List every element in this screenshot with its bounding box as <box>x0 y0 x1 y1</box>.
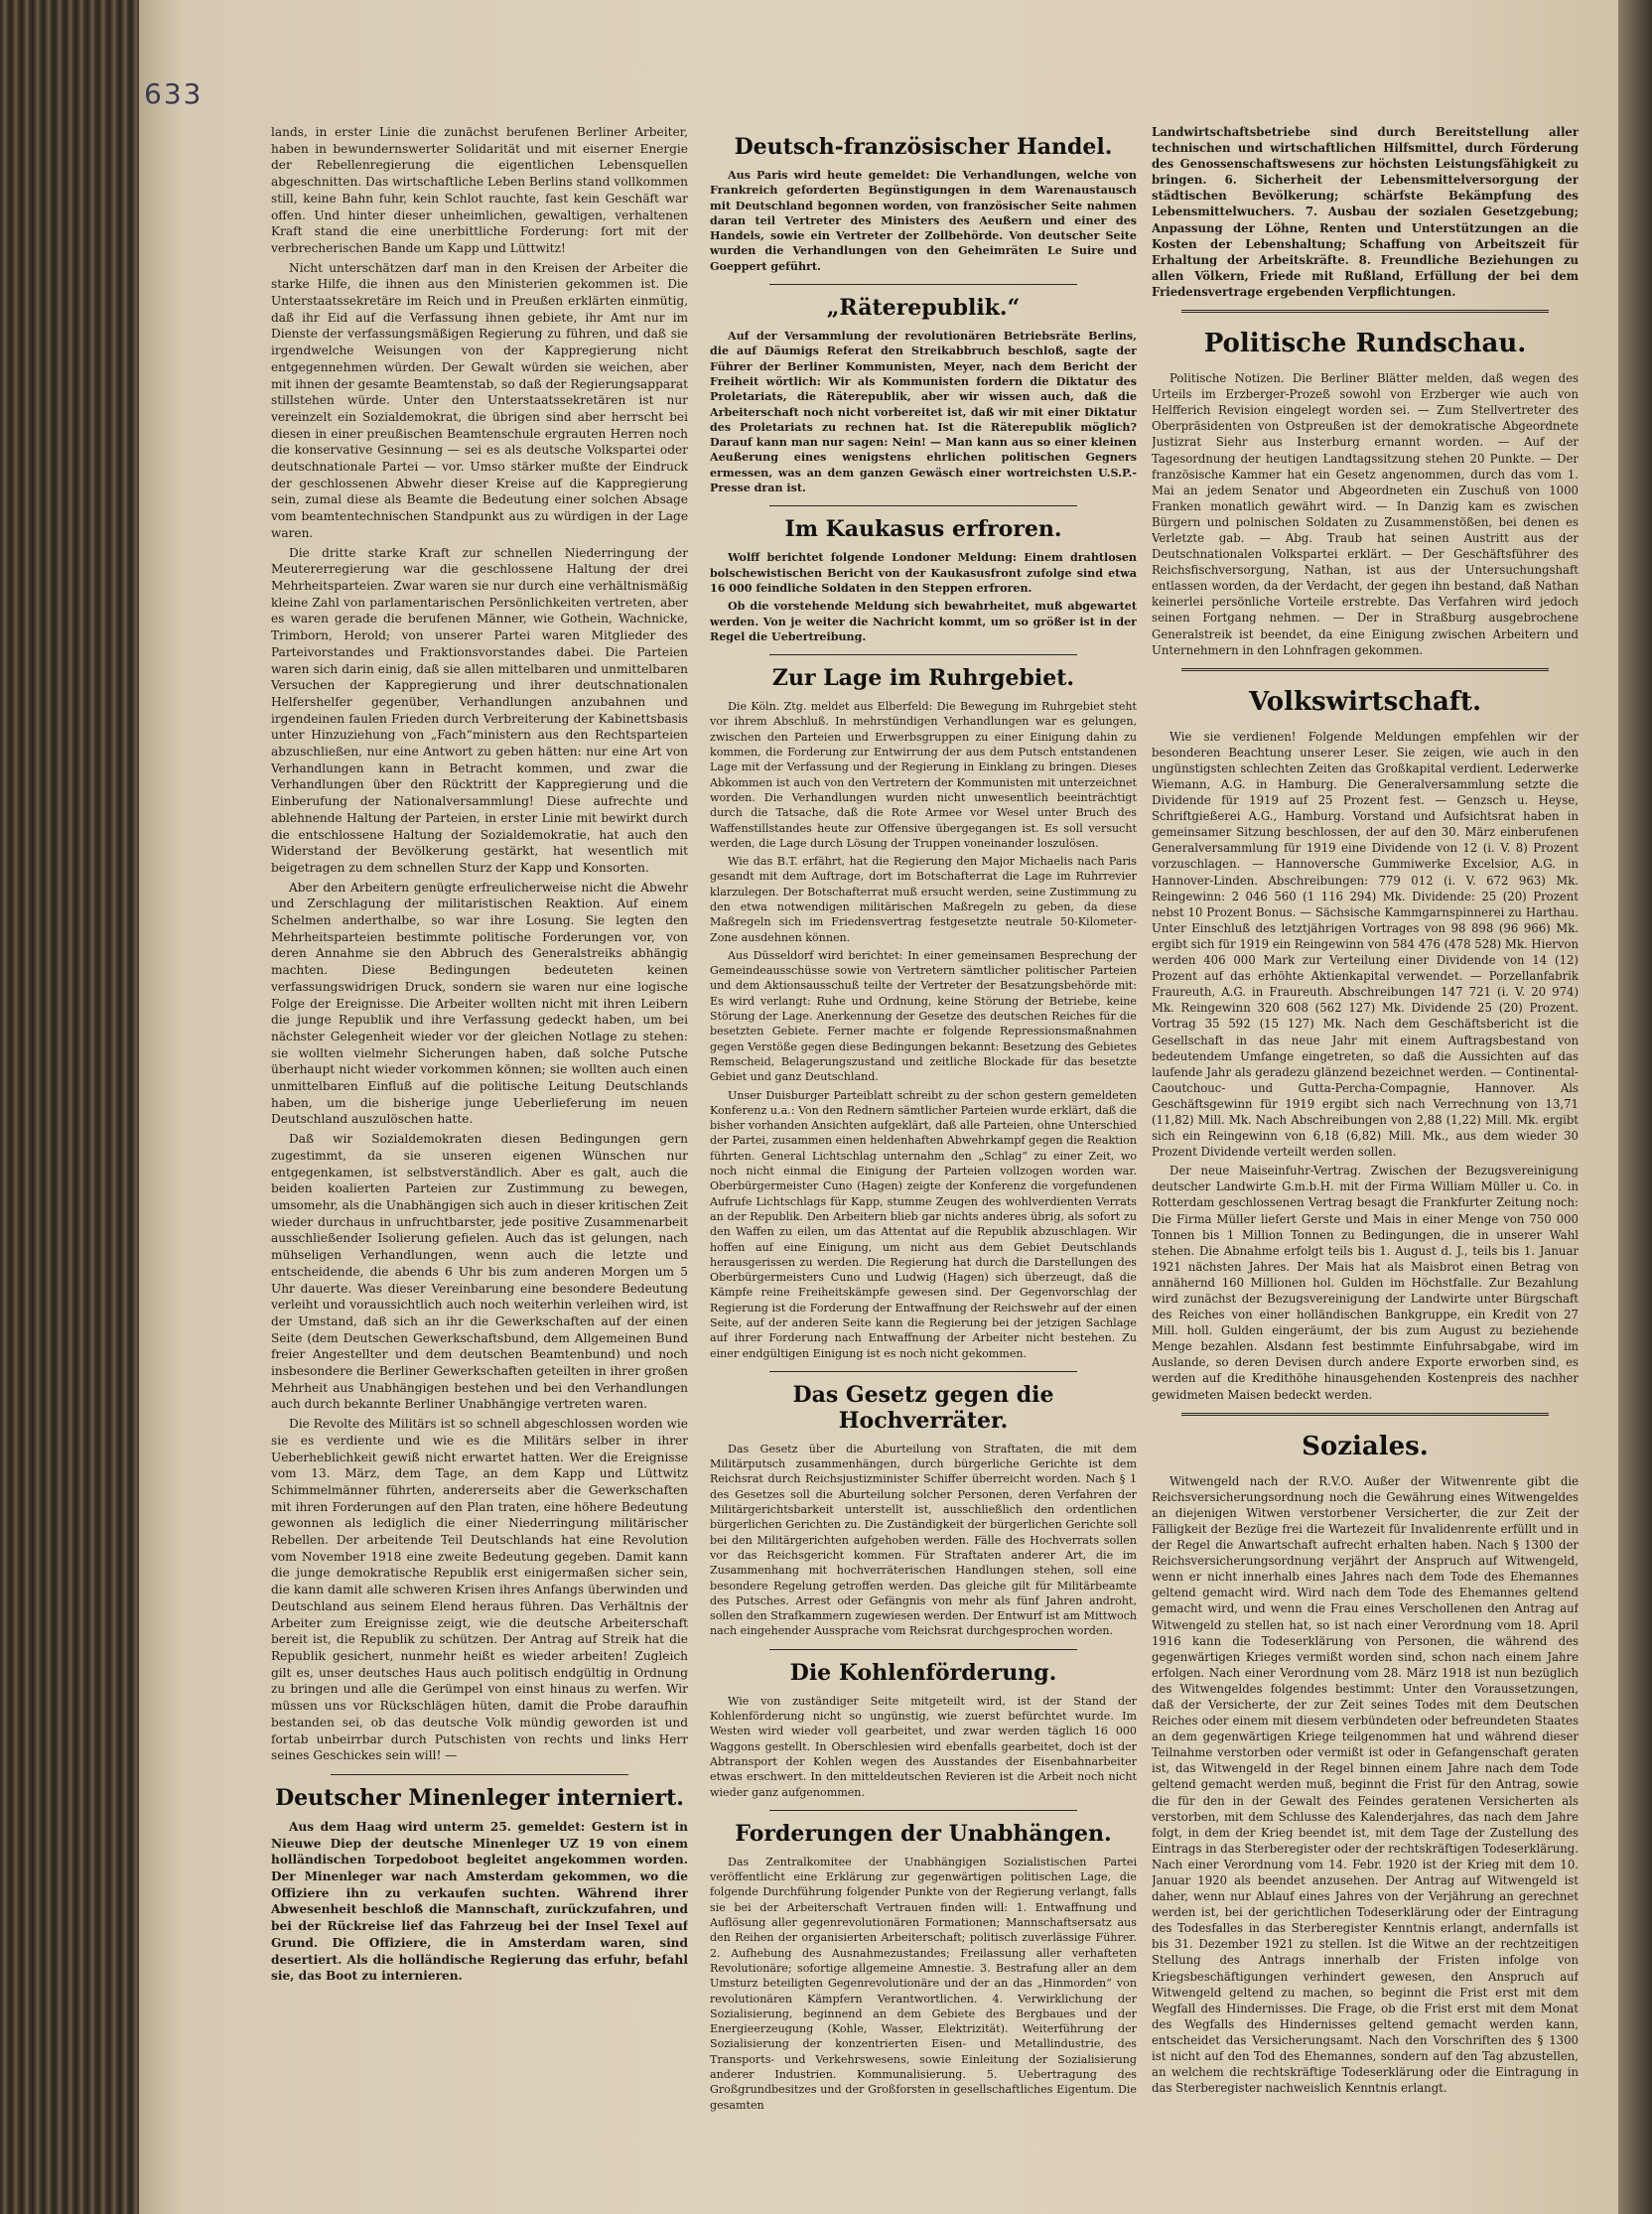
page-number: 633 <box>144 77 204 110</box>
article-paragraph: Nicht unterschätzen darf man in den Kreisen der Arbeiter die starke Hilfe, die ihnen aus den Ministerien gekommen ist. Die Unterstaatssekretäre im Reich und in Preußen erklärten einmütig, daß ihr Eid auf die Verfassung ihnen gebiete, ihr Amt nur im Dienste der verfassungsmäßigen Regierung zu führen, und daß sie irgendwelche Weisungen von der Kappregierung nicht entgegennehmen würden. Der Gewalt würden sie weichen, aber mit ihnen der gesamte Beamtenstab, so daß der Regierungsapparat stillstehen würde. Unter den Unterstaatssekretären ist nur vereinzelt ein Sozialdemokrat, die übrigen sind aber herrscht bei diesen in einer preußischen Beamtenschule ergrauten Herren noch die konservative Gesinnung — sei es als deutsche Volkspartei oder deutschnationale Partei — vor. Umso stärker mußte der Eindruck der geschlossenen Abwehr dieser Kreise auf die Kappregierung sein, zumal diese als Beamte die Bedeutung einer solchen Absage vom beamtentechnischen Standpunkt aus zu würdigen in der Lage waren. <box>271 260 688 540</box>
section-divider <box>769 1649 1077 1650</box>
section-divider <box>1181 310 1549 313</box>
headline-unabhaengige: Forderungen der Unabhängen. <box>735 1820 1112 1847</box>
headline-ruhrgebiet: Zur Lage im Ruhrgebiet. <box>771 665 1075 692</box>
column-middle <box>710 124 1137 2149</box>
section-divider <box>769 654 1077 655</box>
article-paragraph: lands, in erster Linie die zunächst berufenen Berliner Arbeiter, haben in bewundernswerter Solidarität und mit eiserner Energie der Rebellenregierung die eigentlichen Lebensquellen abgeschnitten. Das wirtschaftliche Leben Berlins stand vollkommen still, keine Bahn fuhr, kein Schlot rauchte, fast kein Geschäft war offen. Und hinter dieser unheimlichen, gewaltigen, verhaltenen Kraft stand die eine unerbittliche Forderung: fort mit der verbrecherischen Bande um Kapp und Lüttwitz! <box>271 125 688 255</box>
headline-hochverraeter: Das Gesetz gegen die Hochverräter. <box>792 1381 1054 1434</box>
section-divider <box>1181 668 1549 671</box>
article-paragraph: Die Köln. Ztg. meldet aus Elberfeld: Die Bewegung im Ruhrgebiet steht vor ihrem Abschluß. In mehrstündigen Verhandlungen war es gelungen, zwischen den Parteien und Erwerbsgruppen zu einer Einigung dahin zu kommen, die Forderung zur Entwirrung der aus dem Putsch entstandenen Lage mit der Verfassung und der Regierung in Einklang zu bringen. Dieses Abkommen ist auch von den Vertretern der Kommunisten mit unterzeichnet worden. Die Verhandlungen wurden nicht unwesentlich beeinträchtigt durch die Tatsache, daß die Rote Armee vor Wesel unter Bruch des Waffenstillstandes heute zur Offensive übergegangen ist. Es soll versucht werden, die Lage durch Lösung der Truppen voneinander loszulösen. <box>710 700 1137 850</box>
section-divider <box>1181 1413 1549 1416</box>
article-paragraph: Unser Duisburger Parteiblatt schreibt zu der schon gestern gemeldeten Konferenz u.a.: Von den Rednern sämtlicher Parteien wurde erklärt, daß die bisher vorhanden Ansichten aufgeklärt, daß alle Parteien, ohne Unterschied der Partei, zusammen einen heldenhaften Abwehrkampf gegen die Reaktion führten. General Lichtschlag unternahm den „Schlag“ zu einer Zeit, wo noch nicht einmal die Einigung der Parteien vollzogen worden war. Oberbürgermeister Cuno (Hagen) zeigte der Konferenz die vorgefundenen Aufrufe Lichtschlags für Kapp, stumme Zeugen des wohlverdienten Verrats an der Republik. Den Arbeitern blieb gar nichts anderes übrig, als sofort zu den Waffen zu eilen, um das Attentat auf die Republik abzuschlagen. Wir hoffen auf eine Einigung, um nicht aus dem Gebiet Deutschlands herausgerissen zu werden. Die Regierung hat durch die Darstellungen des Oberbürgermeisters Cuno und Ludwig (Hagen) sich überzeugt, daß die Kämpfe reine Freiheitskämpfe gewesen sind. Der Gegenvorschlag der Regierung ist die Forderung der Entwaffnung der Reichswehr auf der einen Seite, auf der anderen Seite kann die Regierung bei der jetzigen Sachlage auf ihrer Forderung nach Entwaffnung der Arbeiter nicht bestehen. Zu einer endgültigen Einigung ist es noch nicht gekommen. <box>710 1088 1137 1360</box>
article-paragraph: Politische Notizen. Die Berliner Blätter melden, daß wegen des Urteils im Erzberger-Prozeß sowohl von Erzberger wie auch von Helfferich Revision eingelegt worden sei. — Zum Stellvertreter des Oberpräsidenten von Ostpreußen ist der demokratische Abgeordnete Justizrat Siehr aus Insterburg ernannt worden. — Auf der Tagesordnung der heutigen Landtagssitzung stehen 20 Punkte. — Der französische Kammer hat ein Gesetz angenommen, durch das vom 1. Mai an jedem Senator und Abgeordneten ein Zuschuß von 1000 Franken monatlich gewährt wird. — In Danzig kam es zwischen Bürgern und polnischen Soldaten zu Zusammenstößen, bei denen es Verletzte gab. — Abg. Traub hat seinen Austritt aus der Deutschnationalen Volkspartei erklärt. — Der Geschäftsführer des Reichsfischversorgung, Nathan, ist aus der Untersuchungshaft entlassen worden, da der Verdacht, der gegen ihn bestand, daß Nathan keinerlei persönliche Vorteile erstrebte. Das Verfahren wird jedoch seinen Fortgang nehmen. — Der in Straßburg ausgebrochene Generalstreik ist beendet, da eine Einigung zwischen Arbeitern und Unternehmern in den Lohnfragen gekommen. <box>1152 371 1579 657</box>
article-paragraph: Auf der Versammlung der revolutionären Betriebsräte Berlins, die auf Däumigs Referat den Streikabbruch beschloß, sagte der Führer der Berliner Kommunisten, Meyer, nach dem Bericht der Freiheit wörtlich: Wir als Kommunisten fordern die Diktatur des Proletariats, die Räterepublik, aber wir wissen auch, daß die Arbeiterschaft noch nicht vorbereitet ist, daß wir mit einer Diktatur des Proletariats zu rechnen hat. Ist die Räterepublik möglich? Darauf kann man nur sagen: Nein! — Man kann aus so einer kleinen Aeußerung eines wenigstens ehrlichen politischen Gegners ermessen, was an dem ganzen Gewäsch einer wortreichsten U.S.P.-Presse dran ist. <box>710 330 1137 495</box>
section-divider <box>769 1810 1077 1811</box>
article-paragraph: Die Revolte des Militärs ist so schnell abgeschlossen worden wie sie es verdiente und wie es die Militärs selber in ihrer Ueberheblichkeit gewiß nicht erwartet hatten. Wer die Ereignisse vom 13. März, dem Tage, an dem Kapp und Lüttwitz Schimmelmänner führten, andererseits aber die Gewerkschaften mit ihren Forderungen auf den Plan traten, eine höhere Bedeutung gewonnen als lediglich die einer Niederringung militärischer Rebellen. Der arbeitende Teil Deutschlands hat eine Revolution vom November 1918 eine zweite Bedeutung gegeben. Damit kann die junge demokratische Republik erst einigermaßen sicher sein, die kann damit alle schweren Krisen ihres Anfangs überwinden und Deutschland aus seinem Elend heraus führen. Das Verhältnis der Arbeiter zum Ereignisse zeigt, wie die deutsche Arbeiterschaft bereit ist, die Republik zu schützen. Der Antrag auf Streik hat die Republik gesichert, nunmehr heißt es wieder arbeiten! Zugleich gilt es, unser deutsches Haus auch politisch endgültig in Ordnung zu bringen und alle die Gerümpel von einst hinaus zu werfen. Wir müssen uns vor Rückschlägen hüten, damit die Probe daraufhin bestanden sei, ob das deutsche Volk mündig geworden ist und fortab unbeirrbar durch Putschisten von rechts und links Herr seines Geschickes sein will! — <box>271 1417 688 1763</box>
section-divider <box>331 1774 628 1775</box>
headline-raeterepublik: „Räterepublik.“ <box>826 295 1021 322</box>
article-paragraph: Der neue Maiseinfuhr-Vertrag. Zwischen der Bezugsvereinigung deutscher Landwirte G.m.b.H. mit der Firma William Müller u. Co. in Rotterdam geschlossenen Vertrag besagt die Frankfurter Zeitung noch: Die Firma Müller liefert Gerste und Mais in einer Menge von 750 000 Tonnen bis 1 Million Tonnen zu Bedingungen, die in unserer Wahl stehen. Die Abnahme erfolgt teils bis 1. August d. J., teils bis 1. Januar 1921 nächsten Jahres. Der Mais hat als Maisbrot einen Betrag von annähernd 160 Millionen hol. Gulden im Höchstfalle. Zur Bezahlung wird zunächst der Bezugsvereinigung der Landwirte unter Bürgschaft des Reiches von einer holländischen Bankgruppe, ein Kredit von 27 Mill. holl. Gulden eingeräumt, der bis zum August zu beziehende Menge bezahlen. Alsdann fest bestimmte Einfuhrsabgabe, wird im Auslande, so deren Devisen durch andere Exporte erworben sind, es werden auf die Kredithöhe hinausgehenden Kostenpreis des nachher gewidmeten Maisen bedeckt werden. <box>1152 1164 1579 1402</box>
article-paragraph: Wie von zuständiger Seite mitgeteilt wird, ist der Stand der Kohlenförderung nicht so ungünstig, wie zuerst befürchtet wurde. Im Westen wird wieder voll gearbeitet, und zwar werden täglich 16 000 Waggons gestellt. In Oberschlesien wird ebenfalls gearbeitet, doch ist der Abtransport der Kohlen wegen des Ausstandes der Eisenbahnarbeiter etwas erschwert. In den mitteldeutschen Revieren ist die Arbeit noch nicht wieder ganz aufgenommen. <box>710 1694 1137 1799</box>
book-binding-page-edges <box>0 0 139 2214</box>
article-paragraph: Ob die vorstehende Meldung sich bewahrheitet, muß abgewartet werden. Von je weiter die Nachricht kommt, um so größer ist in der Regel die Uebertreibung. <box>710 600 1137 643</box>
article-paragraph: Wie sie verdienen! Folgende Meldungen empfehlen wir der besonderen Beachtung unserer Leser. Sie zeigen, wie auch in den ungünstigsten schlechten Zeiten das Großkapital verdient. Lederwerke Wiemann, A.G. in Hamburg. Die Generalversammlung setzte die Dividende für 1919 auf 25 Prozent fest. — Genzsch u. Heyse, Schriftgießerei A.G., Hamburg. Vorstand und Aufsichtsrat haben in gemeinsamer Sitzung beschlossen, der auf den 30. März einberufenen Generalversammlung für 1919 eine Dividende von 12 (i. V. 8) Prozent vorzuschlagen. — Hannoversche Gummiwerke Excelsior, A.G. in Hannover-Linden. Abschreibungen: 779 012 (i. V. 672 963) Mk. Reingewinn: 2 046 560 (1 116 294) Mk. Dividende: 25 (20) Prozent nebst 10 Prozent Bonus. — Sächsische Kammgarnspinnerei zu Harthau. Unter Einschluß des letztjährigen Vortrages von 98 898 (96 966) Mk. ergibt sich für 1919 ein Reingewinn von 584 476 (478 528) Mk. Hiervon werden 406 000 Mark zur Verteilung einer Dividende von 14 (12) Prozent auf das erhöhte Aktienkapital verwendet. — Porzellanfabrik Fraureuth, A.G. in Fraureuth. Abschreibungen 147 721 (i. V. 20 974) Mk. Reingewinn 320 608 (562 127) Mk. Dividende 25 (20) Prozent. Vortrag 35 592 (15 127) Mk. Nach dem Geschäftsbericht ist die Gesellschaft in das neue Jahr mit einem Auftragsbestand von bedeutendem Umfange eingetreten, so daß die Aussichten auf das laufende Jahr als geradezu glänzend bezeichnet werden. — Continental-Caoutchouc- und Gutta-Percha-Compagnie, Hannover. Als Geschäftsgewinn für 1919 ergibt sich nach Verrechnung von 13,71 (11,82) Mill. Mk. Nach Abschreibungen von 2,88 (1,22) Mill. Mk. ergibt sich ein Reingewinn von 6,18 (6,82) Mill. Mk., aus dem wieder 30 Prozent Dividende verteilt werden sollen. <box>1152 729 1579 1160</box>
article-paragraph: Die dritte starke Kraft zur schnellen Niederringung der Meutererregierung war die geschlossene Haltung der drei Mehrheitsparteien. Zwar waren sie nur durch eine verhältnismäßig kleine Zahl von parlamentarischen Persönlichkeiten vertreten, aber es waren gerade die berufenen Männer, wie Gothein, Wachnicke, Trimborn, Herold; von unserer Partei waren Mitglieder des Parteivorstandes und Fraktionsvorstandes dabei. Die Parteien waren sich darin einig, daß sie allen mittelbaren und unmittelbaren Versuchen der Kappregierung und ihrer deutschnationalen Helfershelfer gegenüber, Verhandlungen anzubahnen und irgendeinen faulen Frieden durch Verbreiterung der Kabinettsbasis unter Hinzuziehung von „Fach“ministern aus den Rechtsparteien abzuschließen, nur eine Antwort zu geben hätten: nur eine Art von Verhandlungen kann in Betracht kommen, und zwar die Verhandlungen über den Rücktritt der Kappregierung und die Einberufung der Nationalversammlung! Diese aufrechte und ablehnende Haltung der Parteien, in erster Linie mit bewirkt durch die entschlossene Haltung der Sozialdemokratie, hat auch den Widerstand der Bevölkerung gestärkt, hat wesentlich mit beigetragen zu dem schnellen Sturz der Kapp und Konsorten. <box>271 545 688 875</box>
article-paragraph: Aus Düsseldorf wird berichtet: In einer gemeinsamen Besprechung der Gemeindeausschüsse sowie von Vertretern sämtlicher politischer Parteien und dem Aktionsausschuß teilte der Vertreter der Besatzungsbehörde mit: Es wird verlangt: Ruhe und Ordnung, keine Störung der Betriebe, keine Störung der Lage. Anerkennung der Gesetze des deutschen Reiches für die besetzten Gebiete. Ferner machte er folgende Repressionsmaßnahmen gegen Verstöße gegen diese Bedingungen bekannt: Besetzung des Gebietes Remscheid, Belagerungszustand und zeitliche Blockade für das besetzte Gebiet und ganz Deutschland. <box>710 948 1137 1084</box>
article-paragraph: Aus Paris wird heute gemeldet: Die Verhandlungen, welche von Frankreich geforderten Begünstigungen in dem Warenaustausch mit Deutschland begonnen worden, von französischer Seite nahmen daran teil Vertreter des Ministers des Aeußern und einer des Handels, sowie ein Vertreter der Zollbehörde. Von deutscher Seite wurden die Verhandlungen von den Geheimräten Le Suire und Goeppert geführt. <box>710 169 1137 273</box>
headline-kohlenfoerderung: Die Kohlenförderung. <box>789 1659 1057 1686</box>
headline-politische-rundschau: Politische Rundschau. <box>1203 329 1527 359</box>
article-paragraph: Aus dem Haag wird unterm 25. gemeldet: Gestern ist in Nieuwe Diep der deutsche Minenleger UZ 19 von einem holländischen Torpedoboot begleitet angekommen worden. Der Minenleger war nach Amsterdam gekommen, wo die Offiziere ihn zu verkaufen suchten. Während ihrer Abwesenheit beschloß die Mannschaft, zurückzufahren, und bei der Rückreise lief das Fahrzeug bei der Insel Texel auf Grund. Die Offiziere, die in Amsterdam waren, sind desertiert. Als die holländische Regierung das erfuhr, befahl sie, das Boot zu internieren. <box>271 1819 688 1984</box>
article-paragraph: Landwirtschaftsbetriebe sind durch Bereitstellung aller technischen und wirtschaftlichen Hilfsmittel, durch Förderung des Genossenschaftswesens zur höchsten Leistungsfähigkeit zu bringen. 6. Sicherheit der Lebensmittelversorgung der städtischen Bevölkerung; schärfste Bekämpfung des Lebensmittelwuchers. 7. Ausbau der sozialen Gesetzgebung; Anpassung der Löhne, Renten und Unterstützungen an die Kosten der Lebenshaltung; Schaffung von Arbeitszeit für Erhaltung der Arbeitskräfte. 8. Freundliche Beziehungen zu allen Völkern, Friede mit Rußland, Erfüllung der bei dem Friedensvertrage ergebenden Verpflichtungen. <box>1152 125 1579 299</box>
headline-handel: Deutsch-französischer Handel. <box>734 134 1113 160</box>
section-divider <box>769 505 1077 506</box>
article-paragraph: Das Gesetz über die Aburteilung von Straftaten, die mit dem Militärputsch zusammenhängen, durch bürgerliche Gerichte ist dem Reichsrat durch Reichsjustizminister Schiffer überreicht worden. Nach § 1 des Gesetzes soll die Aburteilung solcher Personen, deren Verfahren der Militärgerichtsbarkeit unterstellt ist, ausschließlich den ordentlichen bürgerlichen Gerichten zu. Die Zuständigkeit der bürgerlichen Gerichte soll bei den Militärgerichten aufgehoben werden. Fälle des Hochverrats sollen vor das Reichsgericht kommen. Für Straftaten anderer Art, die im Zusammenhang mit hochverräterischen Handlungen stehen, soll eine besondere Regelung getroffen werden. Das gleiche gilt für Militärbeamte des Putsches. Arrest oder Gefängnis von mehr als fünf Jahren androht, sollen den Strafkammern zugewiesen werden. Der Entwurf ist am Mittwoch nach eingehender Aussprache vom Reichsrat durchgesprochen worden. <box>710 1442 1137 1638</box>
article-paragraph: Daß wir Sozialdemokraten diesen Bedingungen gern zugestimmt, da sie unseren eigenen Wünschen nur entgegenkamen, ist selbstverständlich. Aber es galt, auch die beiden koalierten Parteien zur Zustimmung zu bewegen, umsomehr, als die Unabhängigen sich auch in dieser kritischen Zeit wieder durchaus in unfruchtbarster, jede positive Zusammenarbeit ausschließender Isolierung gefielen. Auch das ist gelungen, nach mühseligen Verhandlungen, wenn auch die letzte und entscheidende, die abends 6 Uhr bis zum anderen Morgen um 5 Uhr dauerte. Was dieser Vereinbarung eine besondere Bedeutung verleiht und voraussichtlich auch noch weiterhin verleihen wird, ist der Umstand, daß sich an ihr die Gewerkschaften auf der einen Seite (dem Deutschen Gewerkschaftsbund, dem Allgemeinen Bund freier Angestellter und dem deutschen Beamtenbund) und noch insbesondere die Berliner Gewerkschaften geteilten in ihrer großen Mehrheit aus Unabhängigen bestehen und bei den Verhandlungen auch durch bekannte Berliner Unabhängige vertreten waren. <box>271 1132 688 1412</box>
column-right <box>1152 124 1579 2110</box>
article-paragraph: Witwengeld nach der R.V.O. Außer der Witwenrente gibt die Reichsversicherungsordnung noch die Gewährung eines Witwengeldes an diejenigen Witwen verstorbener Versicherter, die zur Zeit der Fälligkeit der Bezüge frei die Wartezeit für Invalidenrente erfüllt und in der Regel die Anwartschaft aufrecht erhalten haben. Nach § 1300 der Reichsversicherungsordnung verjährt der Anspruch auf Witwengeld, wenn er nicht innerhalb eines Jahres nach dem Tode des Ehemannes geltend gemacht wird. Wird nach dem Tode des Ehemannes geltend gemacht wird, und wenn die Frau eines Verschollenen den Antrag auf Witwengeld zu stellen hat, so ist nach einer Verordnung vom 18. April 1916 kann die Todeserklärung von Personen, die während des gegenwärtigen Krieges vermißt worden sind, schon nach einem Jahre erfolgen. Nach einer Verordnung vom 28. März 1918 ist nun bezüglich des Witwengeldes folgendes bestimmt: Unter den Voraussetzungen, daß der Versicherte, der zur Zeit seines Todes mit dem Deutschen Reiches oder einem mit diesem verbündeten oder befreundeten Staates an dem gegenwärtigen Kriege teilgenommen hat und während dieser Teilnahme verstorben oder vermißt ist oder in Gefangenschaft geraten ist, das Witwengeld in der Regel binnen einem Jahre nach dem Tode geltend gemacht werden muß, beginnt die Frist für den Antrag, sowie die für den in der Gewalt des Feindes geratenen Versicherten als verstorben, mit dem Schlusse des Kalenderjahres, das nach dem Jahre folgt, in dem der Krieg beendet ist, mit dem Tage der Zustellung des Eintrags in das Sterberegister oder der rechtskräftigen Todeserklärung. Nach einer Verordnung vom 14. Febr. 1920 ist der Krieg mit dem 10. Januar 1920 als beendet anzusehen. Der Antrag auf Witwengeld ist daher, wenn nur Ablauf eines Jahres von der Verjährung an gerechnet werden ist, bei der gerichtlichen Todeserklärung oder der Eintragung des Todesfalles in das Sterberegister Kenntnis erlangt, andernfalls ist bis 31. Dezember 1921 zu stellen. Ist die Witwe an der rechtzeitigen Stellung des Antrags innerhalb der Fristen infolge von Kriegsbeschäftigungen verhindert gewesen, den Anspruch auf Witwengeld geltend zu machen, so beginnt die Frist erst mit dem Wegfall des Hindernisses. Die Frage, ob die Frist erst mit dem Monat des Wegfalls des Hindernisses geltend gemacht werden kann, entscheidet das Versicherungsamt. Nach den Vorschriften des § 1300 ist nicht auf den Tod des Ehemannes, sondern auf den Tag abzustellen, an welchem die rechtskräftige Todeserklärung oder die Eintragung in das Sterberegister nachweislich Kenntnis erlangt. <box>1152 1473 1579 2096</box>
article-paragraph: Aber den Arbeitern genügte erfreulicherweise nicht die Abwehr und Zerschlagung der militaristischen Reaktion. Auf einem Schelmen anderthalbe, so war ihre Losung. Sie legten den Mehrheitsparteien bestimmte politische Forderungen vor, von deren Annahme sie den Abbruch des Generalstreiks abhängig machten. Diese Bedingungen bedeuteten keinen verfassungswidrigen Druck, sondern sie waren nur eine logische Folge der Ereignisse. Die Arbeiter wollten nicht mit ihren Leibern die junge Republik und ihre Verfassung gedeckt haben, um bei nächster Gelegenheit wieder vor der gleichen Notlage zu stehen: sie wollten vielmehr Sicherungen haben, daß solche Putsche überhaupt nicht wieder vorkommen können; sie wollten auch einen unmittelbaren Einfluß auf die politische Leitung Deutschlands haben, um die bisherige junge Ueberlieferung im neuen Deutschland auszulöschen hatte. <box>271 880 688 1127</box>
headline-minenleger: Deutscher Minenleger interniert. <box>275 1784 684 1811</box>
article-paragraph: Das Zentralkomitee der Unabhängigen Sozialistischen Partei veröffentlicht eine Erklärung zur gegenwärtigen politischen Lage, die folgende Durchführung folgender Punkte von der Regierung verlangt, falls sie bei der Arbeiterschaft Vertrauen finden will: 1. Entwaffnung und Auflösung aller gegenrevolutionären Formationen; Mannschaftsersatz aus den Reihen der organisierten Arbeiterschaft; politisch zuverlässige Führer. 2. Aufhebung des Ausnahmezustandes; Freilassung aller verhafteten Revolutionäre; sofortige allgemeine Amnestie. 3. Bestrafung aller an dem Umsturz beteiligten Gegenrevolutionäre und der an das „Hinmorden“ von revolutionären Kämpfern Verantwortlichen. 4. Verwirklichung der Sozialisierung, beginnend an dem Gebiete des Bergbaues und der Energieerzeugung (Kohle, Wasser, Elektrizität). Weiterführung der Sozialisierung der konzentrierten Eisen- und Metallindustrie, des Transports- und Verkehrswesens, sowie Einleitung der Sozialisierung anderer Industrien. Kommunalisierung. 5. Uebertragung des Großgrundbesitzes und der Großforsten in gesellschaftliches Eigentum. Die gesamten <box>710 1855 1137 2112</box>
column-left <box>271 124 688 2001</box>
page-right-edge <box>1618 0 1652 2214</box>
section-divider <box>769 1371 1077 1372</box>
headline-volkswirtschaft: Volkswirtschaft. <box>1248 686 1482 717</box>
article-paragraph: Wolff berichtet folgende Londoner Meldung: Einem drahtlosen bolschewistischen Bericht von der Kaukasusfront zufolge sind etwa 16 000 feindliche Soldaten in den Steppen erfroren. <box>710 551 1137 595</box>
headline-soziales: Soziales. <box>1302 1431 1429 1461</box>
section-divider <box>769 284 1077 285</box>
headline-kaukasus: Im Kaukasus erfroren. <box>784 516 1062 543</box>
article-paragraph: Wie das B.T. erfährt, hat die Regierung den Major Michaelis nach Paris gesandt mit dem Auftrage, dort im Botschafterrat die Lage im Ruhrrevier klarzulegen. Der Botschafterrat muß ersucht werden, seine Zustimmung zu den etwa notwendigen militärischen Maßregeln zu geben, da diese Maßregeln sich im Friedensvertrag festgesetzte neutrale 50-Kilometer-Zone ausdehnen können. <box>710 855 1137 944</box>
